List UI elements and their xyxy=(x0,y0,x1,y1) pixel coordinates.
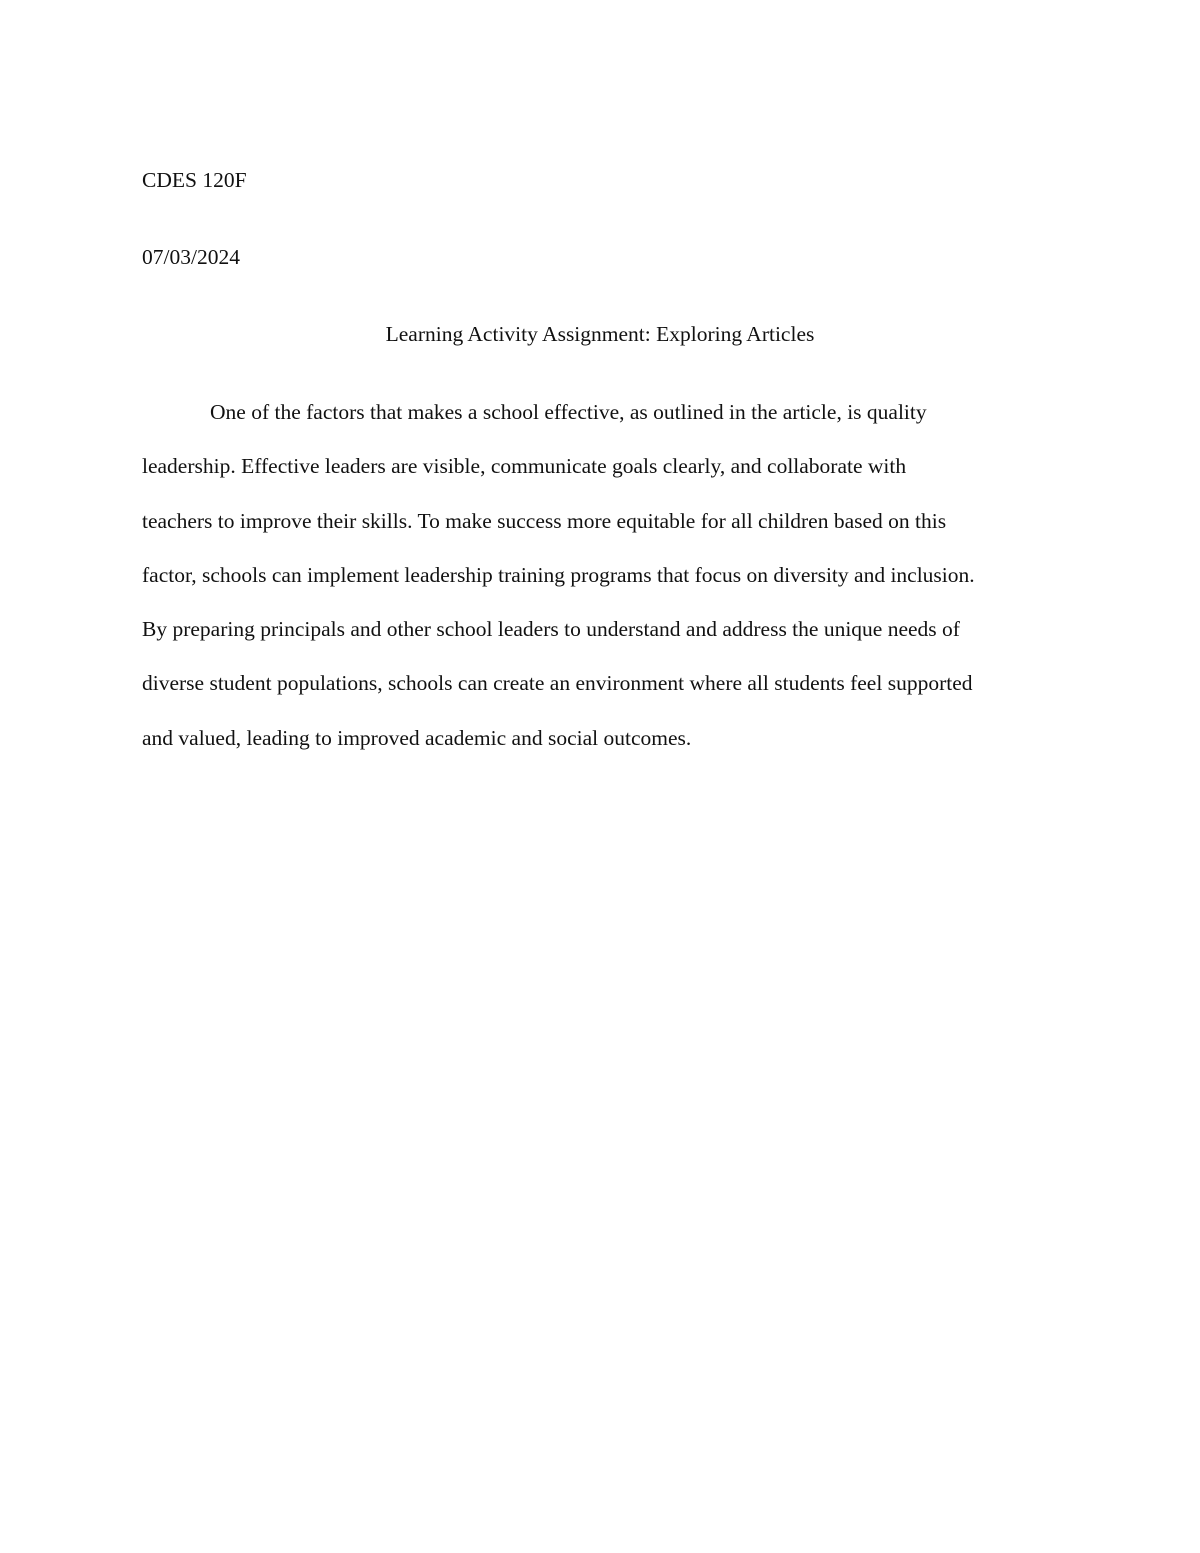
paragraph-line: By preparing principals and other school leaders to understand and address the unique needs of xyxy=(142,617,960,642)
course-code: CDES 120F xyxy=(142,168,247,192)
submission-date: 07/03/2024 xyxy=(142,245,240,269)
paragraph-line: One of the factors that makes a school effective, as outlined in the article, is quality xyxy=(210,400,927,424)
paragraph-line: factor, schools can implement leadership training programs that focus on diversity and inclusion. xyxy=(142,562,975,587)
document-title: Learning Activity Assignment: Exploring Articles xyxy=(385,322,815,346)
paragraph-line: teachers to improve their skills. To make success more equitable for all children based on this xyxy=(142,508,947,533)
paragraph-line: diverse student populations, schools can create an environment where all students feel supported xyxy=(142,671,973,696)
paragraph-line: leadership. Effective leaders are visible, communicate goals clearly, and collaborate with xyxy=(142,454,907,479)
paragraph-line: and valued, leading to improved academic and social outcomes. xyxy=(142,725,692,750)
body-paragraph xyxy=(142,399,1062,779)
